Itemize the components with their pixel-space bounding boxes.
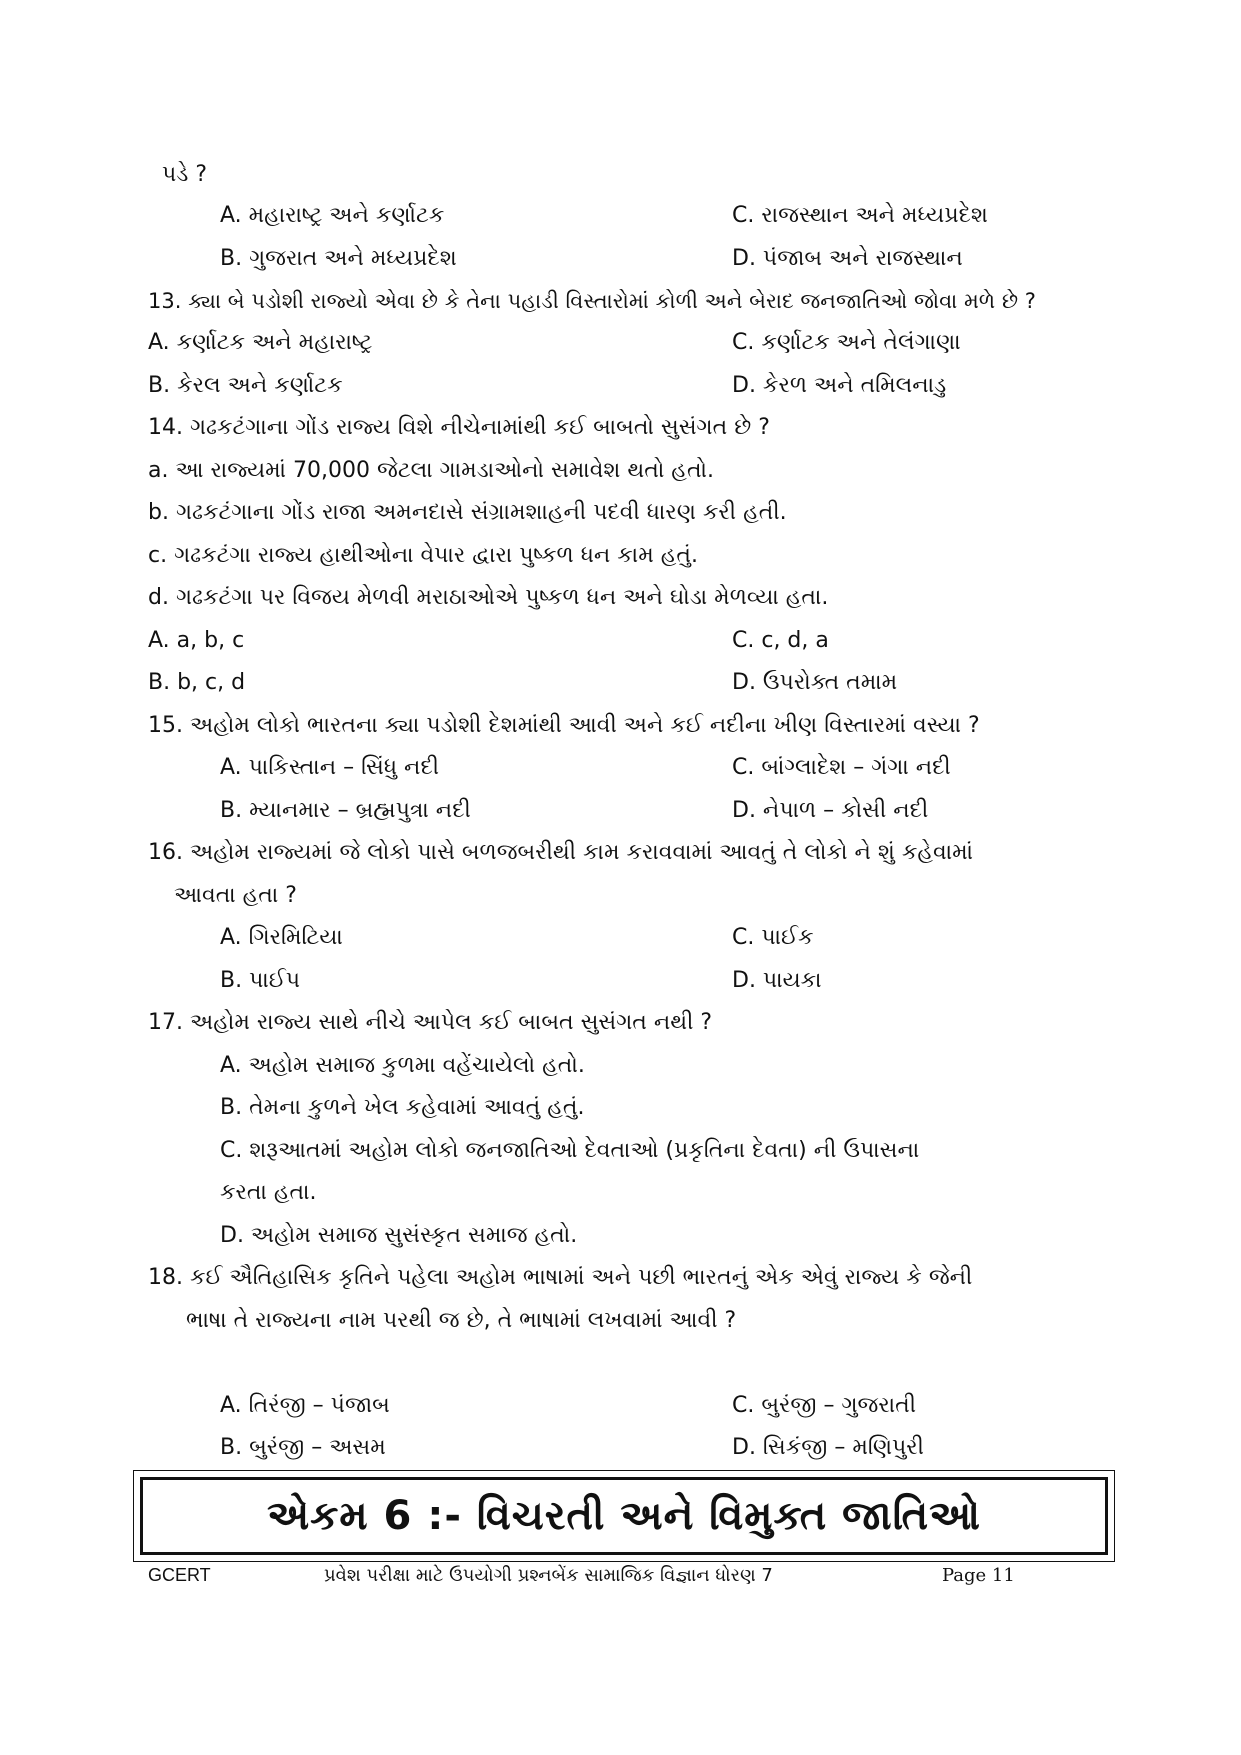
- q12-option-a: A. મહારાષ્ટ્ર અને કર્ણાટક: [220, 203, 445, 228]
- q13-option-b: B. કેરલ અને કર્ણાટક: [148, 373, 343, 398]
- question-continuation: પડે ?: [162, 162, 208, 187]
- q14-option-a: A. a, b, c: [148, 628, 245, 653]
- q12-option-d: D. પંજાબ અને રાજસ્થાન: [732, 246, 963, 271]
- q17-option-c-line2: કરતા હતા.: [220, 1180, 317, 1205]
- q15-option-c: C. બાંગ્લાદેશ – ગંગા નદી: [732, 755, 951, 780]
- q13-option-a: A. કર્ણાટક અને મહારાષ્ટ્ર: [148, 330, 373, 355]
- q13-option-d: D. કેરળ અને તમિલનાડુ: [732, 373, 947, 398]
- q16-question-line2: આવતા હતા ?: [174, 883, 297, 908]
- q13-option-c: C. કર્ણાટક અને તેલંગાણા: [732, 330, 961, 355]
- q12-option-c: C. રાજસ્થાન અને મધ્યપ્રદેશ: [732, 203, 988, 228]
- q14-statement-a: a. આ રાજ્યમાં 70,000 જેટલા ગામડાઓનો સમાવેશ થતો હતો.: [148, 458, 715, 483]
- q14-question: 14. ગઢકટંગાના ગોંડ રાજ્ય વિશે નીચેનામાંથી કઈ બાબતો સુસંગત છે ?: [148, 415, 770, 440]
- q17-option-d: D. અહોમ સમાજ સુસંસ્કૃત સમાજ હતો.: [220, 1223, 578, 1248]
- q15-question: 15. અહોમ લોકો ભારતના ક્યા પડોશી દેશમાંથી આવી અને કઈ નદીના ખીણ વિસ્તારમાં વસ્યા ?: [148, 713, 980, 738]
- q18-option-c: C. બુરંજી – ગુજરાતી: [732, 1393, 916, 1418]
- unit-heading-inner-border: [140, 1477, 1108, 1555]
- q16-option-d: D. પાયકા: [732, 968, 822, 993]
- unit-heading-box: [133, 1470, 1115, 1562]
- q18-option-a: A. તિરંજી – પંજાબ: [220, 1393, 390, 1418]
- q18-option-b: B. બુરંજી – અસમ: [220, 1435, 386, 1460]
- q16-option-c: C. પાઈક: [732, 925, 814, 950]
- footer-title: પ્રવેશ પરીક્ષા માટે ઉપયોગી પ્રશ્નબેંક સામાજિક વિજ્ઞાન ધોરણ 7: [324, 1565, 773, 1586]
- q15-option-d: D. નેપાળ – કોસી નદી: [732, 798, 929, 823]
- q16-option-a: A. ગિરમિટિયા: [220, 925, 343, 950]
- q15-option-b: B. મ્યાનમાર – બ્રહ્મપુત્રા નદી: [220, 798, 471, 823]
- q18-option-d: D. સિકંજી – મણિપુરી: [732, 1435, 924, 1460]
- q17-question: 17. અહોમ રાજ્ય સાથે નીચે આપેલ કઈ બાબત સુસંગત નથી ?: [148, 1010, 713, 1035]
- q14-option-c: C. c, d, a: [732, 628, 829, 653]
- q13-question: 13. ક્યા બે પડોશી રાજ્યો એવા છે કે તેના પહાડી વિસ્તારોમાં કોળી અને બેરાદ જનજાતિઓ જોવા મળે છે ?: [148, 289, 1036, 313]
- q14-statement-b: b. ગઢકટંગાના ગોંડ રાજા અમનદાસે સંગ્રામશાહની પદવી ધારણ કરી હતી.: [148, 500, 787, 525]
- q16-option-b: B. પાઈપ: [220, 968, 301, 993]
- q14-statement-d: d. ગઢકટંગા પર વિજય મેળવી મરાઠાઓએ પુષ્કળ ધન અને ઘોડા મેળવ્યા હતા.: [148, 585, 829, 610]
- q17-option-a: A. અહોમ સમાજ કુળમા વહેંચાયેલો હતો.: [220, 1053, 585, 1078]
- q17-option-c-line1: C. શરૂઆતમાં અહોમ લોકો જનજાતિઓ દેવતાઓ (પ્રકૃતિના દેવતા) ની ઉપાસના: [220, 1138, 920, 1163]
- q17-option-b: B. તેમના કુળને ખેલ કહેવામાં આવતું હતું.: [220, 1095, 585, 1120]
- page-number: Page 11: [942, 1565, 1015, 1586]
- q14-statement-c: c. ગઢકટંગા રાજ્ય હાથીઓના વેપાર દ્વારા પુષ્કળ ધન કામ હતું.: [148, 543, 698, 568]
- q18-question-line1: 18. કઈ ઐતિહાસિક કૃતિને પહેલા અહોમ ભાષામાં અને પછી ભારતનું એક એવું રાજ્ય કે જેની: [148, 1265, 973, 1290]
- q12-option-b: B. ગુજરાત અને મધ્યપ્રદેશ: [220, 246, 457, 271]
- q15-option-a: A. પાકિસ્તાન – સિંધુ નદી: [220, 755, 440, 780]
- q14-option-b: B. b, c, d: [148, 670, 246, 695]
- unit-heading: એકમ 6 :- વિચરતી અને વિમુક્ત જાતિઓ: [266, 1493, 982, 1539]
- footer-publisher: GCERT: [148, 1565, 211, 1585]
- q16-question-line1: 16. અહોમ રાજ્યમાં જે લોકો પાસે બળજબરીથી કામ કરાવવામાં આવતું તે લોકો ને શું કહેવામાં: [148, 840, 974, 865]
- q18-question-line2: ભાષા તે રાજ્યના નામ પરથી જ છે, તે ભાષામાં લખવામાં આવી ?: [186, 1308, 737, 1333]
- q14-option-d: D. ઉપરોક્ત તમામ: [732, 670, 898, 695]
